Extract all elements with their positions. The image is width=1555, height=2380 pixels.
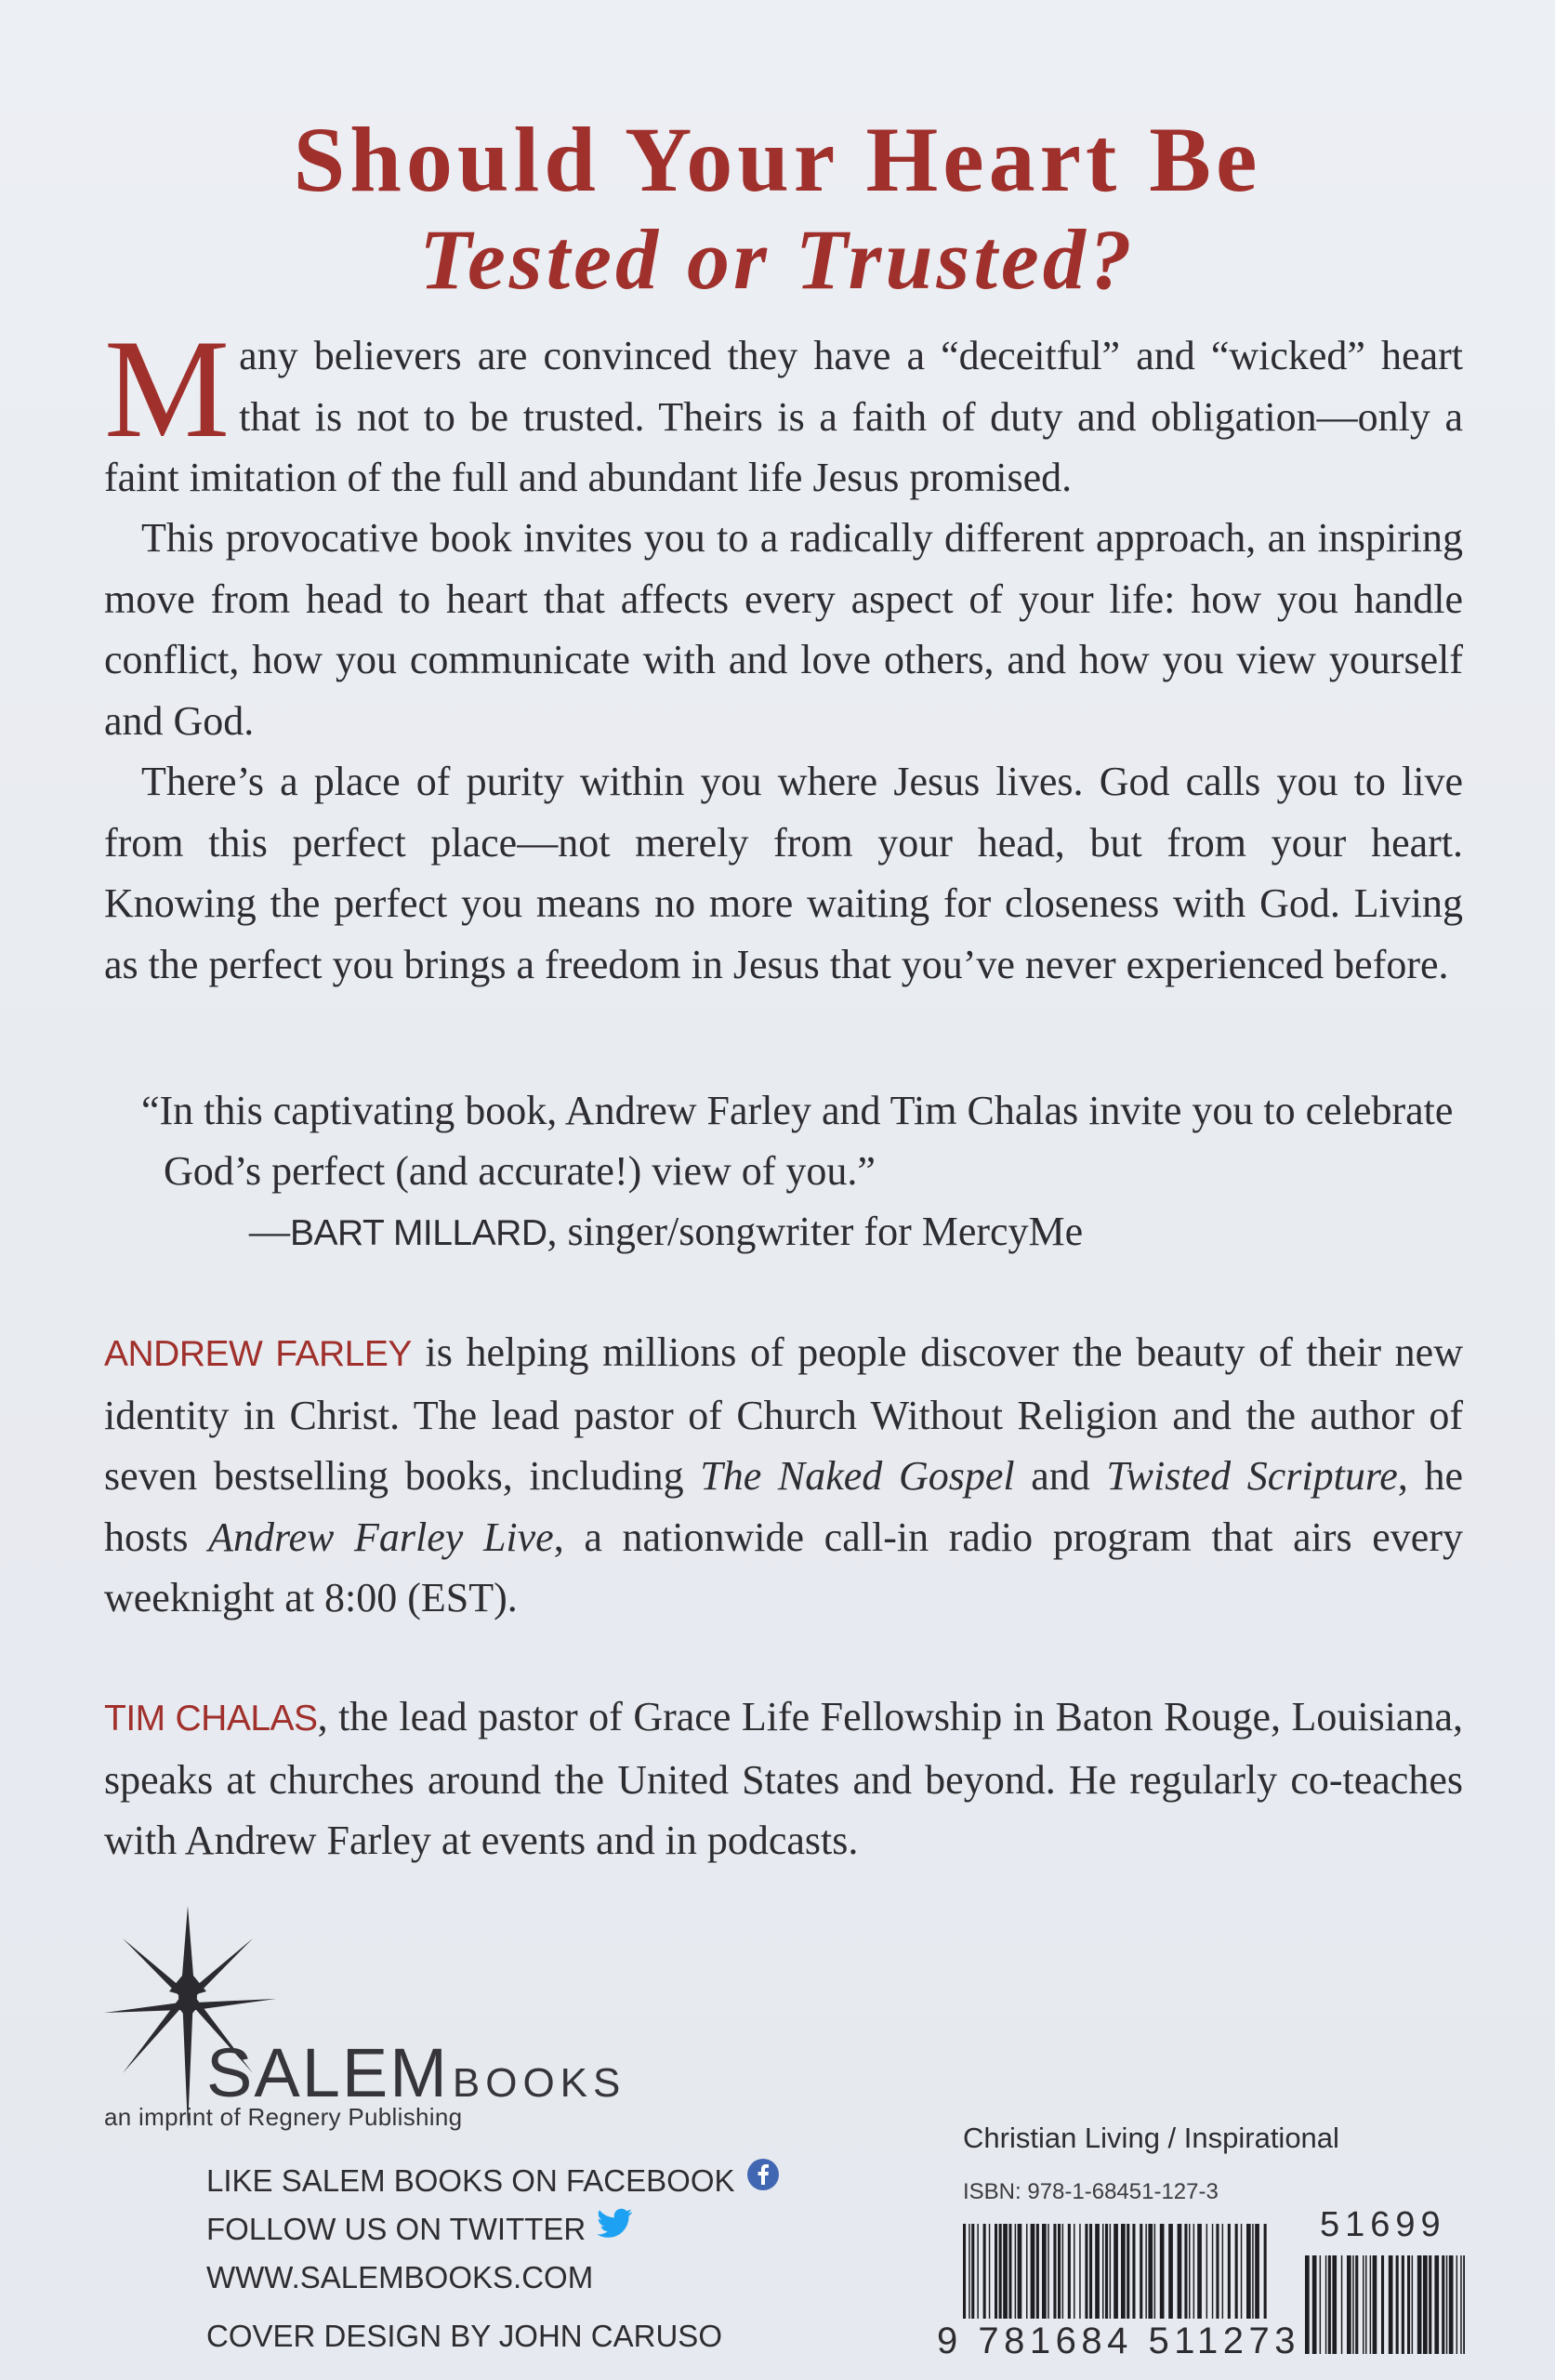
barcode-bar (1252, 2224, 1254, 2319)
bio-text: and (1014, 1453, 1107, 1499)
barcode-bar (971, 2224, 974, 2319)
endorser-role: , singer/songwriter for MercyMe (547, 1209, 1084, 1254)
endorser-name: BART MILLARD (290, 1213, 547, 1253)
barcode-bar (1429, 2255, 1431, 2354)
barcode-bar (1235, 2224, 1238, 2319)
barcode-bar (1062, 2224, 1064, 2319)
twitter-row[interactable] (206, 2205, 780, 2254)
barcode-bar (1402, 2255, 1404, 2354)
barcode-bar (1154, 2224, 1156, 2319)
barcode-bar (1456, 2255, 1458, 2354)
imprint-line: an imprint of Regnery Publishing (104, 2103, 463, 2131)
barcode-bar (1389, 2255, 1393, 2354)
bio-text: , a nationwide call-in radio program that airs every weeknight at 8:00 (EST). (104, 1514, 1463, 1620)
barcode-bar (1189, 2224, 1191, 2319)
facebook-icon[interactable] (746, 2157, 780, 2205)
barcode-bar (1053, 2224, 1056, 2319)
barcode-bar (977, 2224, 979, 2319)
author-name-chalas: TIM CHALAS (104, 1699, 318, 1739)
barcode-bar (1074, 2224, 1075, 2319)
barcode-bar (1305, 2255, 1310, 2354)
barcode-bar (1178, 2224, 1182, 2319)
barcode-bar (1417, 2255, 1422, 2354)
barcode-bar (963, 2224, 966, 2319)
barcode-bar (1095, 2224, 1100, 2319)
facebook-label: LIKE SALEM BOOKS ON FACEBOOK (206, 2163, 735, 2198)
barcode-bar (1184, 2224, 1187, 2319)
barcode-bar (1048, 2224, 1049, 2319)
bio-text: , the lead pastor of Grace Life Fellowship in Baton Rouge, Louisiana, speaks at churches around the United States and beyond. He regularly co-teaches with Andrew Farley at events and in podcasts. (104, 1694, 1463, 1863)
salem-wordmark-main: SALEM (206, 2034, 449, 2111)
barcode-bar (1460, 2255, 1462, 2354)
heading-line-2: Tested or Trusted? (419, 212, 1136, 307)
barcode-bar (1110, 2224, 1112, 2319)
barcode-bar (1434, 2255, 1439, 2354)
barcode-bar (1241, 2224, 1243, 2319)
barcode-bar (1407, 2255, 1410, 2354)
barcode-bar (1320, 2255, 1322, 2354)
barcode-bar (1255, 2224, 1259, 2319)
barcode-bar (1446, 2255, 1448, 2354)
barcode-bar (1222, 2224, 1224, 2319)
barcode-bar (1463, 2255, 1465, 2354)
barcode-bar (1449, 2255, 1454, 2354)
barcode-bar (1068, 2224, 1071, 2319)
author-name-farley: ANDREW FARLEY (104, 1334, 412, 1374)
attribution-dash: — (249, 1209, 290, 1254)
barcode-bar (1341, 2255, 1343, 2354)
price-code: 51699 (1320, 2205, 1446, 2244)
intro-paragraph-3: There’s a place of purity within you where Jesus lives. God calls you to live from this perfect place—not merely from your head, but from your heart. Knowing the perfect you means no more waiting for closeness with God. Living as the perfect you brings a freedom in Jesus that you’ve never experienced before. (104, 759, 1463, 987)
barcode-bar (1442, 2255, 1444, 2354)
drop-cap: M (104, 311, 231, 467)
barcode-bar (1168, 2224, 1173, 2319)
barcode-bar (1347, 2255, 1351, 2354)
barcode-digits: 9 781684 511273 (937, 2320, 1300, 2361)
isbn-label: ISBN: 978-1-68451-127-3 (963, 2179, 1219, 2204)
barcode-bar (1102, 2224, 1104, 2319)
barcode-bar (1003, 2224, 1008, 2319)
barcode-addon-bars (1305, 2255, 1465, 2354)
barcode-bar (1412, 2255, 1414, 2354)
endorsement-quote: “In this captivating book, Andrew Farley and Tim Chalas invite you to celebrate God’s perfect (and accurate!) view of you.” (141, 1088, 1454, 1194)
barcode-bar (1197, 2224, 1202, 2319)
barcode-bar (1127, 2224, 1129, 2319)
barcode-bar (1325, 2255, 1327, 2354)
endorsement (141, 1080, 1463, 1263)
bio-text: , he hosts (104, 1453, 1464, 1560)
barcode-bar (1132, 2224, 1135, 2319)
endorsement-attribution (141, 1201, 1463, 1263)
barcode-bar (1031, 2224, 1035, 2319)
social-links (206, 2157, 780, 2302)
barcode-bar (1373, 2255, 1377, 2354)
bio-text: is helping millions of people discover the beauty of their new identity in Christ. The lead pastor of Church Without Religion and the author of seven bestselling books, including (104, 1329, 1463, 1499)
category-label: Christian Living / Inspirational (963, 2122, 1339, 2154)
barcode-bar (1089, 2224, 1092, 2319)
website-row[interactable] (206, 2254, 780, 2302)
barcode-bar (1228, 2224, 1231, 2319)
intro-paragraph-2: This provocative book invites you to a radically different approach, an inspiring move from head to heart that affects every aspect of your life: how you handle conflict, how you communicate with and love others, and how you view yourself and God. (104, 515, 1463, 744)
salem-wordmark-sub: BOOKS (452, 2060, 626, 2106)
barcode-bar (1423, 2255, 1428, 2354)
barcode-bar (1160, 2224, 1165, 2319)
intro-paragraph-1 (104, 311, 1463, 509)
website-link[interactable]: WWW.SALEMBOOKS.COM (206, 2260, 594, 2294)
barcode-bar (1363, 2255, 1364, 2354)
barcode-bar (969, 2224, 970, 2319)
barcode-bar (1264, 2224, 1267, 2319)
barcode-bar (1105, 2224, 1108, 2319)
radio-show-title: Andrew Farley Live (208, 1514, 554, 1560)
barcode-bar (1332, 2255, 1337, 2354)
barcode-bar (999, 2224, 1002, 2319)
author-bio-farley (104, 1322, 1463, 1629)
book-title: Twisted Scripture (1106, 1453, 1398, 1499)
barcode-bar (995, 2224, 997, 2319)
barcode-bar (1085, 2224, 1087, 2319)
barcode-bar (1246, 2224, 1251, 2319)
twitter-icon[interactable] (597, 2205, 634, 2254)
barcode-bar (1015, 2224, 1017, 2319)
barcode-bar (1312, 2255, 1317, 2354)
barcode-bar (1145, 2224, 1147, 2319)
barcode-bar (1365, 2255, 1367, 2354)
twitter-label: FOLLOW US ON TWITTER (206, 2212, 586, 2246)
barcode-main-bars (963, 2224, 1267, 2319)
heading-line-1: Should Your Heart Be (293, 108, 1262, 211)
barcode-bar (983, 2224, 986, 2319)
barcode-bar (1370, 2255, 1372, 2354)
intro-paragraph-1-text: any believers are convinced they have a “deceitful” and “wicked” heart that is not to be trusted. Theirs is a faith of duty and obligation—only a faint imitation of the full and abundant life Jesus promised. (104, 333, 1463, 500)
barcode-bar (1328, 2255, 1331, 2354)
barcode-bar (1212, 2224, 1214, 2319)
barcode-bar (1121, 2224, 1126, 2319)
barcode-bar (989, 2224, 991, 2319)
book-title: The Naked Gospel (700, 1453, 1015, 1499)
barcode-bar (1026, 2224, 1028, 2319)
cover-credit: COVER DESIGN BY JOHN CARUSO (206, 2319, 722, 2353)
barcode-bar (1352, 2255, 1354, 2354)
barcode-bar (1140, 2224, 1142, 2319)
barcode-bar (1381, 2255, 1384, 2354)
barcode-bar (1042, 2224, 1047, 2319)
barcode-bar (1396, 2255, 1399, 2354)
facebook-row[interactable] (206, 2157, 780, 2205)
barcode-bar (1008, 2224, 1011, 2319)
barcode-bar (1216, 2224, 1219, 2319)
barcode-bar (1206, 2224, 1208, 2319)
barcode-bar (1193, 2224, 1195, 2319)
barcode-bar (1079, 2224, 1081, 2319)
barcode-bar (1058, 2224, 1061, 2319)
author-bio-chalas (104, 1686, 1463, 1871)
barcode-bar (1114, 2224, 1118, 2319)
barcode-bar (1355, 2255, 1358, 2354)
barcode-bar (1018, 2224, 1022, 2319)
barcode-bar (1148, 2224, 1153, 2319)
barcode-bar (1036, 2224, 1039, 2319)
